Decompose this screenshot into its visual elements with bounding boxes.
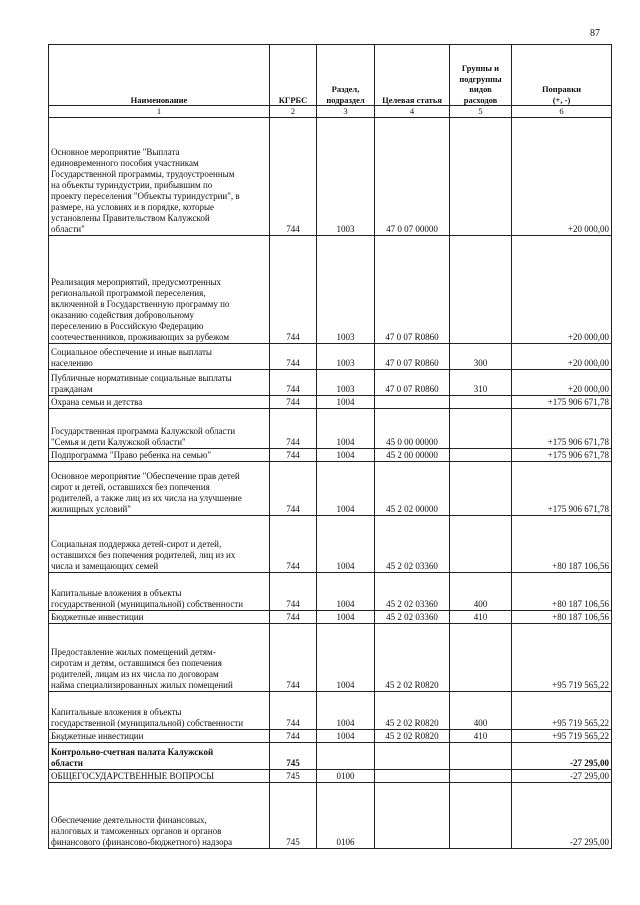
row-amount: +20 000,00 — [512, 118, 612, 236]
row-kgrbs: 744 — [270, 449, 317, 462]
column-number: 3 — [317, 106, 375, 118]
column-number: 4 — [375, 106, 450, 118]
header-name: Наименование — [49, 45, 270, 106]
row-name: Подпрограмма "Право ребенка на семью" — [49, 449, 270, 462]
column-number: 5 — [450, 106, 512, 118]
row-group — [450, 516, 512, 573]
row-amount: +95 719 565,22 — [512, 730, 612, 743]
row-kgrbs: 744 — [270, 396, 317, 409]
row-name: Капитальные вложения в объекты государственной (муниципальной) собственности — [49, 692, 270, 730]
row-kgrbs: 745 — [270, 770, 317, 783]
row-amount: +80 187 106,56 — [512, 611, 612, 624]
row-kgrbs: 744 — [270, 118, 317, 236]
table-row — [49, 730, 612, 743]
row-group: 310 — [450, 370, 512, 396]
row-section: 1003 — [317, 370, 375, 396]
row-name: Обеспечение деятельности финансовых, налоговых и таможенных органов и органов финансового (финансово-бюджетного) надзора — [49, 783, 270, 849]
row-section: 1003 — [317, 236, 375, 344]
row-group — [450, 624, 512, 692]
row-group — [450, 396, 512, 409]
header-section: Раздел, подраздел — [317, 45, 375, 106]
column-number-row — [49, 106, 612, 118]
row-group — [450, 783, 512, 849]
row-group — [450, 236, 512, 344]
row-section: 1004 — [317, 730, 375, 743]
header-groups: Группы и подгруппы видов расходов — [450, 45, 512, 106]
table-row — [49, 118, 612, 236]
row-section: 1003 — [317, 118, 375, 236]
row-section: 1004 — [317, 692, 375, 730]
header-target: Целевая статья — [375, 45, 450, 106]
row-target: 45 2 02 03360 — [375, 573, 450, 611]
table-row — [49, 409, 612, 449]
row-section: 1003 — [317, 344, 375, 370]
row-group: 400 — [450, 692, 512, 730]
table-row — [49, 370, 612, 396]
row-amount: -27 295,00 — [512, 743, 612, 770]
row-name: Охрана семьи и детства — [49, 396, 270, 409]
row-kgrbs: 744 — [270, 344, 317, 370]
row-name: Капитальные вложения в объекты государственной (муниципальной) собственности — [49, 573, 270, 611]
row-kgrbs: 744 — [270, 236, 317, 344]
table-row — [49, 783, 612, 849]
row-kgrbs: 744 — [270, 611, 317, 624]
row-target: 45 2 02 R0820 — [375, 624, 450, 692]
row-kgrbs: 744 — [270, 409, 317, 449]
row-section: 1004 — [317, 409, 375, 449]
row-name: Бюджетные инвестиции — [49, 611, 270, 624]
table-row — [49, 611, 612, 624]
row-section: 1004 — [317, 462, 375, 516]
row-target: 47 0 07 R0860 — [375, 344, 450, 370]
row-target: 45 2 02 R0820 — [375, 692, 450, 730]
row-target — [375, 396, 450, 409]
row-amount: +95 719 565,22 — [512, 692, 612, 730]
row-target: 45 2 02 03360 — [375, 611, 450, 624]
row-name: Основное мероприятие "Обеспечение прав детей сирот и детей, оставшихся без попечения родителей, а также лиц из их числа на улучшение жилищных условий" — [49, 462, 270, 516]
row-group: 410 — [450, 730, 512, 743]
row-section: 1004 — [317, 624, 375, 692]
row-amount: +175 906 671,78 — [512, 396, 612, 409]
header-amendments: Поправки (+, -) — [512, 45, 612, 106]
row-group: 400 — [450, 573, 512, 611]
row-amount: +175 906 671,78 — [512, 409, 612, 449]
row-kgrbs: 744 — [270, 462, 317, 516]
row-group: 300 — [450, 344, 512, 370]
row-amount: +175 906 671,78 — [512, 462, 612, 516]
row-group — [450, 743, 512, 770]
row-target: 47 0 07 R0860 — [375, 236, 450, 344]
row-kgrbs: 745 — [270, 743, 317, 770]
row-name: Социальная поддержка детей-сирот и детей, оставшихся без попечения родителей, лиц из их числа и замещающих семей — [49, 516, 270, 573]
row-kgrbs: 745 — [270, 783, 317, 849]
row-target: 47 0 07 00000 — [375, 118, 450, 236]
table-row — [49, 624, 612, 692]
row-target — [375, 743, 450, 770]
table-row — [49, 344, 612, 370]
row-target: 45 0 00 00000 — [375, 409, 450, 449]
table-header-row — [49, 45, 612, 106]
row-amount: +20 000,00 — [512, 344, 612, 370]
row-amount: -27 295,00 — [512, 783, 612, 849]
row-group — [450, 770, 512, 783]
row-target: 45 2 02 03360 — [375, 516, 450, 573]
row-kgrbs: 744 — [270, 516, 317, 573]
row-target: 45 2 02 R0820 — [375, 730, 450, 743]
row-target: 47 0 07 R0860 — [375, 370, 450, 396]
row-name: ОБЩЕГОСУДАРСТВЕННЫЕ ВОПРОСЫ — [49, 770, 270, 783]
row-name: Социальное обеспечение и иные выплаты населению — [49, 344, 270, 370]
row-amount: +175 906 671,78 — [512, 449, 612, 462]
row-group — [450, 462, 512, 516]
row-target — [375, 770, 450, 783]
row-kgrbs: 744 — [270, 573, 317, 611]
row-section: 1004 — [317, 611, 375, 624]
table-row — [49, 236, 612, 344]
row-section — [317, 743, 375, 770]
table-row — [49, 462, 612, 516]
page-number: 87 — [590, 28, 600, 39]
table-row — [49, 396, 612, 409]
table-row — [49, 573, 612, 611]
row-amount: +80 187 106,56 — [512, 516, 612, 573]
table-row — [49, 516, 612, 573]
column-number: 6 — [512, 106, 612, 118]
column-number: 2 — [270, 106, 317, 118]
row-amount: +80 187 106,56 — [512, 573, 612, 611]
row-section: 0100 — [317, 770, 375, 783]
row-name: Публичные нормативные социальные выплаты гражданам — [49, 370, 270, 396]
row-group — [450, 449, 512, 462]
row-amount: +20 000,00 — [512, 236, 612, 344]
row-kgrbs: 744 — [270, 692, 317, 730]
row-group — [450, 118, 512, 236]
row-name: Основное мероприятие "Выплата единовременного пособия участникам Государственной программы, трудоустроенным на объекты туриндустрии, прибывшим по проекту переселения "Объекты туриндустрии", в размере, на условиях и в порядке, которые установлены Правительством Калужской области" — [49, 118, 270, 236]
table-row — [49, 743, 612, 770]
row-name: Контрольно-счетная палата Калужской области — [49, 743, 270, 770]
budget-amendments-table — [48, 44, 612, 849]
row-name: Реализация мероприятий, предусмотренных региональной программой переселения, включенной в Государственную программу по оказанию содействия добровольному переселению в Российскую Федерацию соотечественников, проживающих за рубежом — [49, 236, 270, 344]
row-section: 1004 — [317, 516, 375, 573]
row-kgrbs: 744 — [270, 370, 317, 396]
row-name: Бюджетные инвестиции — [49, 730, 270, 743]
header-kgrbs: КГРБС — [270, 45, 317, 106]
table-row — [49, 692, 612, 730]
row-section: 1004 — [317, 449, 375, 462]
row-kgrbs: 744 — [270, 624, 317, 692]
row-kgrbs: 744 — [270, 730, 317, 743]
row-target: 45 2 02 00000 — [375, 462, 450, 516]
table-row — [49, 449, 612, 462]
row-section: 1004 — [317, 573, 375, 611]
row-name: Государственная программа Калужской области "Семья и дети Калужской области" — [49, 409, 270, 449]
row-group — [450, 409, 512, 449]
column-number: 1 — [49, 106, 270, 118]
row-section: 1004 — [317, 396, 375, 409]
row-target — [375, 783, 450, 849]
row-amount: +95 719 565,22 — [512, 624, 612, 692]
row-target: 45 2 00 00000 — [375, 449, 450, 462]
row-amount: -27 295,00 — [512, 770, 612, 783]
row-amount: +20 000,00 — [512, 370, 612, 396]
table-row — [49, 770, 612, 783]
row-section: 0106 — [317, 783, 375, 849]
row-name: Предоставление жилых помещений детям- сиротам и детям, оставшимся без попечения родителей, лицам из их числа по договорам найма специализированных жилых помещений — [49, 624, 270, 692]
row-group: 410 — [450, 611, 512, 624]
